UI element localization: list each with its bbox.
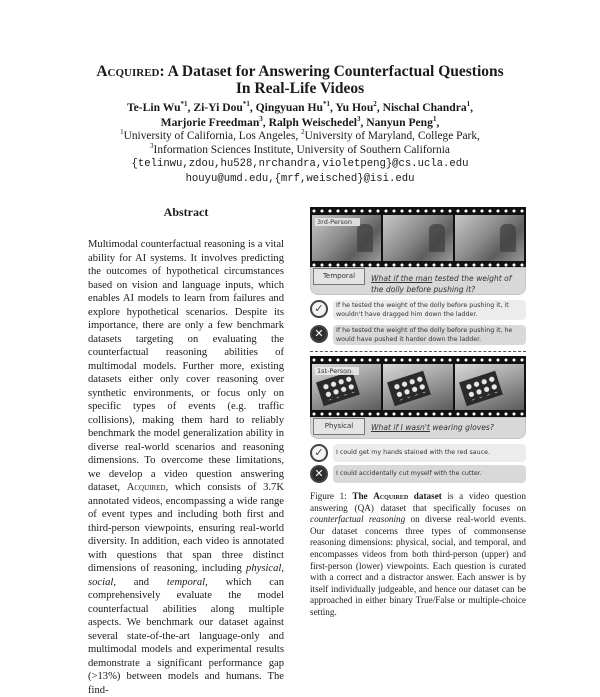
dataset-name: Acquired bbox=[126, 482, 166, 493]
divider bbox=[310, 351, 526, 352]
figure-1 bbox=[310, 207, 526, 480]
author-name: Te-Lin Wu bbox=[126, 101, 181, 114]
question-box bbox=[310, 267, 526, 295]
checkmark-icon: ✓ bbox=[310, 300, 328, 318]
x-mark-icon: ✕ bbox=[310, 325, 328, 343]
video-frame bbox=[455, 364, 524, 410]
video-frame bbox=[455, 215, 524, 261]
video-frame bbox=[383, 364, 452, 410]
abstract-heading: Abstract bbox=[163, 205, 209, 219]
correct-answer: ✓ I could get my hands stained with the red sauce. bbox=[310, 444, 526, 466]
author-list bbox=[0, 101, 600, 130]
author-name: Nanyun Peng bbox=[366, 115, 433, 129]
question-text: What if I wasn't wearing gloves? bbox=[371, 423, 494, 432]
authors-line-1: Te-Lin Wu$^{*1}$, Zi-Yi Dou$^{*1}$, Qingyuan Hu$^{*1}$, Yu Hou$^2$, Nischal Chandra$^1$, bbox=[126, 100, 474, 114]
email-line-2[interactable]: houyu@umd.edu,{mrf,weisched}@isi.edu bbox=[185, 172, 415, 185]
author-name: Qingyuan Hu bbox=[255, 101, 323, 114]
affiliation: University of Maryland, College Park, bbox=[304, 130, 480, 142]
video-filmstrip-1st-person bbox=[310, 356, 526, 418]
question-text: What if the man tested the weight of the dolly before pushing it? bbox=[371, 274, 512, 294]
author-name: Ralph Weischedel bbox=[268, 115, 357, 129]
affiliation: University of California, Los Angeles, bbox=[123, 130, 302, 142]
title-text: : A Dataset for Answering Counterfactual Questions bbox=[159, 63, 504, 80]
video-filmstrip-3rd-person bbox=[310, 207, 526, 269]
distractor-answer: ✕ If he tested the weight of the dolly before pushing it, he would have pushed it harder down the ladder. bbox=[310, 325, 526, 347]
video-frame bbox=[312, 215, 381, 261]
video-frame bbox=[383, 215, 452, 261]
author-name: Zi-Yi Dou bbox=[193, 101, 243, 114]
x-mark-icon: ✕ bbox=[310, 465, 328, 483]
abstract-body: Multimodal counterfactual reasoning is a vital ability for AI systems. It involves predicting the outcomes of hypothetical circumstances based on vision and language inputs, which enables AI models to learn from failures and explore hypothetical scenarios. Despite its importance, there are only a few benchmark datasets targeting on evaluating the counterfactual reasoning abilities of multimodal models. Further more, existing datasets either only cover reasoning over synthetic environments, or focus only on specific types of events (e.g. traffic collisions), making them hard to reliably benchmark the model generalization ability in diverse real-world scenarios and reasoning dimensions. To overcome these limitations, we develop a video question answering dataset, Acquired, which consists of 3.7K annotated videos, encompassing a wide range of event types and including both first and third-person viewpoints, ensuring real-world diversity. In addition, each video is annotated with questions that span three distinct dimensions of reasoning, including physical, social, and temporal, which can comprehensively evaluate the model counterfactual abilities along multiple aspects. We benchmark our dataset against several state-of-the-art language-only and multimodal models and experimental results demonstrate a significant performance gap (>13%) between models and humans. The find- bbox=[88, 239, 284, 696]
author-name: Yu Hou bbox=[335, 101, 374, 114]
checkmark-icon: ✓ bbox=[310, 444, 328, 462]
distractor-answer: ✕ I could accidentally cut myself with the cutter. bbox=[310, 465, 526, 487]
affiliation: Information Sciences Institute, University of Southern California bbox=[153, 144, 450, 157]
email-line-1[interactable]: {telinwu,zdou,hu528,nrchandra,violetpeng}@cs.ucla.edu bbox=[131, 158, 469, 171]
dimension-tag: Temporal bbox=[313, 268, 365, 285]
paper-title bbox=[0, 63, 600, 97]
title-line-2: In Real-Life Videos bbox=[235, 80, 365, 97]
correct-answer: ✓ If he tested the weight of the dolly before pushing it, it wouldn't have dragged him down the ladder. bbox=[310, 300, 526, 322]
figure-caption: Figure 1: The Acquired dataset is a video question answering (QA) dataset that specifically focuses on counterfactual reasoning on diverse real-world events. Our dataset concerns three types of commonsense reasoning dimensions: physical, social, and temporal, and encompasses videos from both third-person (upper) and first-person (lower) viewpoints. Each question is curated with a correct and a distractor answer. Each answer is by itself individually judgeable, and hence our dataset can be approached in either binary True/False or multiple-choice setting. bbox=[310, 491, 526, 617]
question-box bbox=[310, 417, 526, 439]
view-label: 3rd-Person bbox=[315, 218, 360, 226]
author-name: Nischal Chandra bbox=[382, 101, 467, 114]
affiliations: $^1$University of California, Los Angeles, $^2$University of Maryland, College Park, $^3$Information Sciences Institute, University of Southern California {telinwu,zdou,hu528,nrchandra,violetpeng}@cs.ucla.edu houyu@umd.edu,{mrf,weisched}@isi.edu bbox=[0, 129, 600, 186]
author-name: Marjorie Freedman bbox=[160, 115, 260, 129]
authors-line-2: Marjorie Freedman$^3$, Ralph Weischedel$^3$, Nanyun Peng$^1$, bbox=[160, 114, 440, 129]
view-label: 1st-Person bbox=[315, 367, 359, 375]
dimension-tag: Physical bbox=[313, 418, 365, 435]
video-frame bbox=[312, 364, 381, 410]
title-dataset-name: Acquired bbox=[96, 63, 160, 80]
